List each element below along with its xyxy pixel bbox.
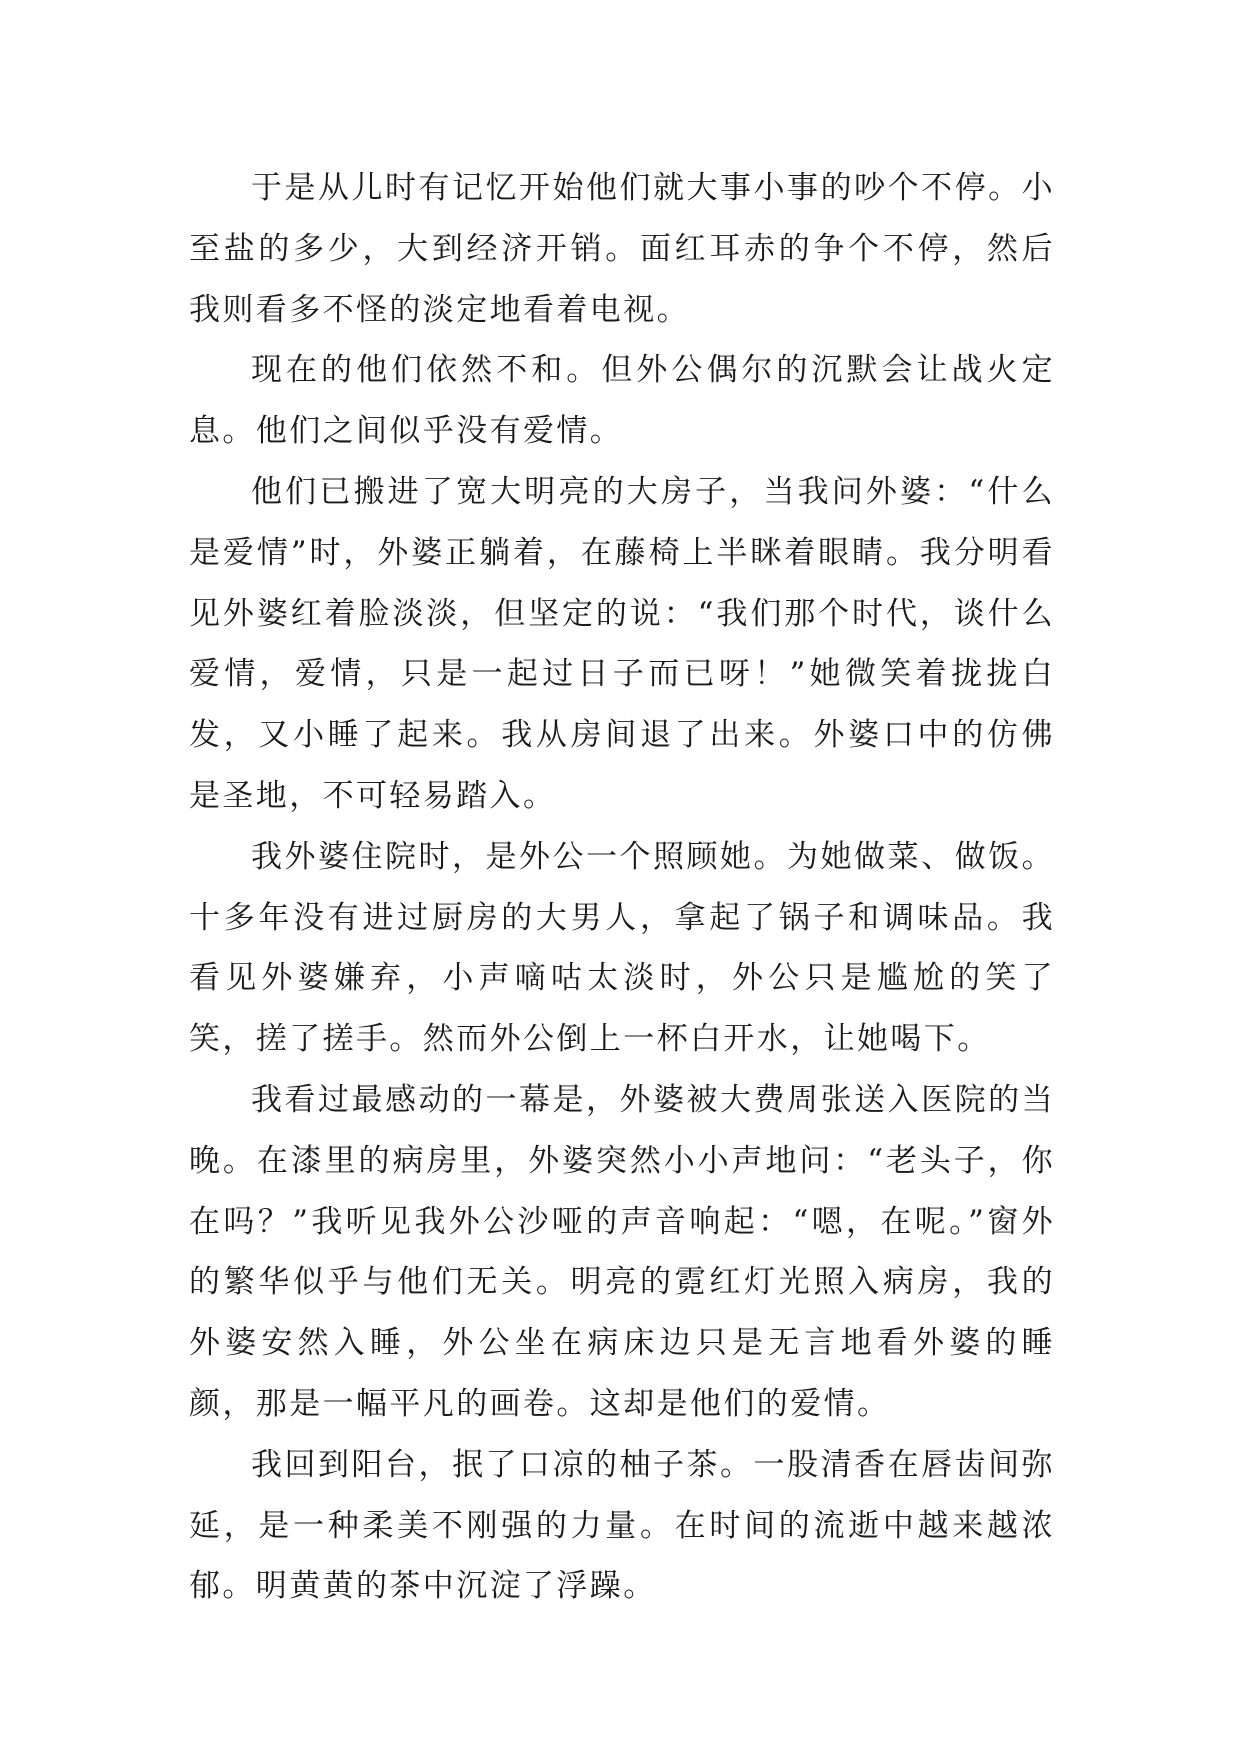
paragraph-1: 于是从儿时有记忆开始他们就大事小事的吵个不停。小至盐的多少，大到经济开销。面红耳赤的争个不停，然后我则看多不怪的淡定地看着电视。 (189, 170, 1055, 328)
paragraph-3: 他们已搬进了宽大明亮的大房子，当我问外婆：“什么是爱情”时，外婆正躺着，在藤椅上半眯着眼睛。我分明看见外婆红着脸淡淡，但坚定的说：“我们那个时代，谈什么爱情，爱情，只是一起过日子而已呀！”她微笑着拢拢白发，又小睡了起来。我从房间退了出来。外婆口中的仿佛是圣地，不可轻易踏入。 (189, 473, 1055, 814)
document-body (189, 158, 1055, 1617)
paragraph-2: 现在的他们依然不和。但外公偶尔的沉默会让战火定息。他们之间似乎没有爱情。 (189, 352, 1055, 450)
paragraph-6: 我回到阳台，抿了口凉的柚子茶。一股清香在唇齿间弥延，是一种柔美不刚强的力量。在时间的流逝中越来越浓郁。明黄黄的茶中沉淀了浮躁。 (189, 1446, 1055, 1605)
paragraph-4: 我外婆住院时，是外公一个照顾她。为她做菜、做饭。十多年没有进过厨房的大男人，拿起了锅子和调味品。我看见外婆嫌弃，小声嘀咕太淡时，外公只是尴尬的笑了笑，搓了搓手。然而外公倒上一杯白开水，让她喝下。 (189, 838, 1055, 1058)
paragraph-5: 我看过最感动的一幕是，外婆被大费周张送入医院的当晚。在漆里的病房里，外婆突然小小声地问：“老头子，你在吗？”我听见我外公沙哑的声音响起：“嗯，在呢。”窗外的繁华似乎与他们无关。明亮的霓红灯光照入病房，我的外婆安然入睡，外公坐在病床边只是无言地看外婆的睡颜，那是一幅平凡的画卷。这却是他们的爱情。 (189, 1081, 1055, 1422)
